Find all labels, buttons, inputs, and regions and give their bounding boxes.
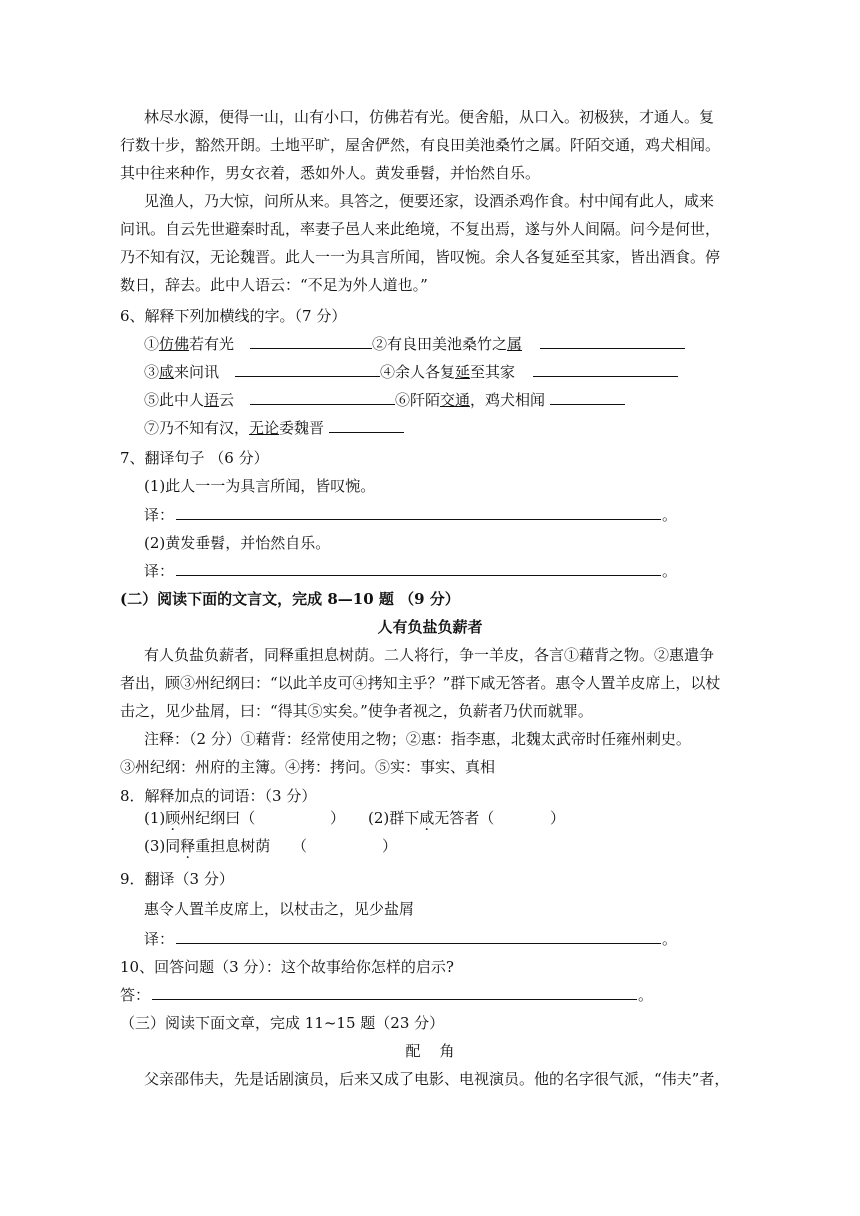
annotation-line: 注释：（2 分）①藉背：经常使用之物；②惠：指李惠，北魏太武帝时任雍州刺史。	[144, 730, 691, 748]
question-8-title: 8．解释加点的词语：（3 分）	[120, 787, 317, 805]
section-2-heading: (二）阅读下面的文言文，完成 8—10 题 （9 分）	[120, 590, 460, 608]
q6-item-2: ②有良田美池桑竹之属	[372, 335, 523, 353]
q6-item-5: ⑤此中人语云	[144, 391, 235, 409]
close-paren: ）	[330, 809, 346, 827]
section-3-heading: （三）阅读下面文章，完成 11~15 题（23 分）	[120, 1014, 445, 1032]
answer-blank[interactable]	[250, 390, 395, 405]
passage-line: 林尽水源，便得一山，山有小口，仿佛若有光。便舍船，从口入。初极狭，才通人。复	[144, 108, 715, 126]
period: 。	[662, 562, 678, 580]
period: 。	[662, 506, 678, 524]
passage-line: 击之，见少盐屑，曰：“得其⑤实矣。”使争者视之，负薪者乃伏而就罪。	[120, 702, 593, 720]
answer-blank[interactable]	[250, 334, 372, 349]
q6-item-4: ④余人各复延至其家	[380, 363, 516, 381]
passage-line: 者出，顾③州纪纲曰：“以此羊皮可④拷知主乎？”群下咸无答者。惠令人置羊皮席上，以杖	[120, 674, 721, 692]
q7-sentence-2: (2)黄发垂髫，并怡然自乐。	[144, 534, 331, 552]
q6-item-1: ①仿佛若有光	[144, 335, 235, 353]
section-3-title: 配 角	[405, 1042, 455, 1060]
passage-line: 其中往来种作，男女衣着，悉如外人。黄发垂髫，并怡然自乐。	[120, 164, 541, 182]
answer-line[interactable]	[176, 929, 661, 944]
period: 。	[638, 986, 654, 1004]
q8-item-2: (2)群下咸无答者（	[368, 809, 495, 827]
translation-label: 译：	[144, 562, 175, 580]
answer-blank[interactable]	[533, 362, 678, 377]
passage-line: 问讯。自云先世避秦时乱，率妻子邑人来此绝境，不复出焉，遂与外人间隔。问今是何世，	[120, 220, 721, 238]
q6-item-6: ⑥阡陌交通，鸡犬相闻	[395, 391, 546, 409]
question-10-title: 10、回答问题（3 分）：这个故事给你怎样的启示?	[120, 958, 454, 976]
passage-line: 父亲邵伟夫，先是话剧演员，后来又成了电影、电视演员。他的名字很气派，“伟夫”者，	[144, 1070, 730, 1088]
annotation-line: ③州纪纲：州府的主簿。④拷：拷问。⑤实：事实、真相	[120, 758, 496, 776]
q6-item-7: ⑦乃不知有汉，无论委魏晋	[144, 419, 325, 437]
q9-sentence: 惠令人置羊皮席上，以杖击之，见少盐屑	[144, 900, 415, 918]
answer-line[interactable]	[152, 985, 637, 1000]
period: 。	[662, 930, 678, 948]
passage-line: 乃不知有汉，无论魏晋。此人一一为具言所闻，皆叹惋。余人各复延至其家，皆出酒食。停	[120, 248, 721, 266]
q7-sentence-1: (1)此人一一为具言所闻，皆叹惋。	[144, 477, 376, 495]
q6-item-3: ③咸来问讯	[144, 363, 220, 381]
q8-item-3: (3)同释重担息树荫	[144, 837, 271, 855]
q8-item-1: (1)顾州纪纲曰（	[144, 809, 256, 827]
section-2-title: 人有负盐负薪者	[377, 618, 483, 636]
answer-label: 答：	[120, 986, 151, 1004]
answer-blank[interactable]	[550, 390, 625, 405]
close-paren: ）	[382, 837, 398, 855]
answer-line[interactable]	[176, 561, 661, 576]
close-paren: ）	[550, 809, 566, 827]
passage-line: 见渔人，乃大惊，问所从来。具答之，便要还家，设酒杀鸡作食。村中闻有此人，咸来	[144, 192, 715, 210]
passage-line: 有人负盐负薪者，同释重担息树荫。二人将行，争一羊皮，各言①藉背之物。②惠遣争	[144, 646, 715, 664]
answer-blank[interactable]	[235, 362, 380, 377]
question-9-title: 9．翻译（3 分）	[120, 870, 234, 888]
passage-line: 数日，辞去。此中人语云：“不足为外人道也。”	[120, 276, 428, 294]
translation-label: 译：	[144, 506, 175, 524]
translation-label: 译：	[144, 930, 175, 948]
open-paren: （	[292, 837, 308, 855]
question-7-title: 7、翻译句子 （6 分）	[120, 449, 269, 467]
answer-blank[interactable]	[540, 334, 685, 349]
passage-line: 行数十步，豁然开朗。土地平旷，屋舍俨然，有良田美池桑竹之属。阡陌交通，鸡犬相闻。	[120, 136, 721, 154]
answer-line[interactable]	[176, 505, 661, 520]
answer-blank[interactable]	[329, 418, 404, 433]
question-6-title: 6、解释下列加横线的字。（7 分）	[120, 307, 347, 325]
